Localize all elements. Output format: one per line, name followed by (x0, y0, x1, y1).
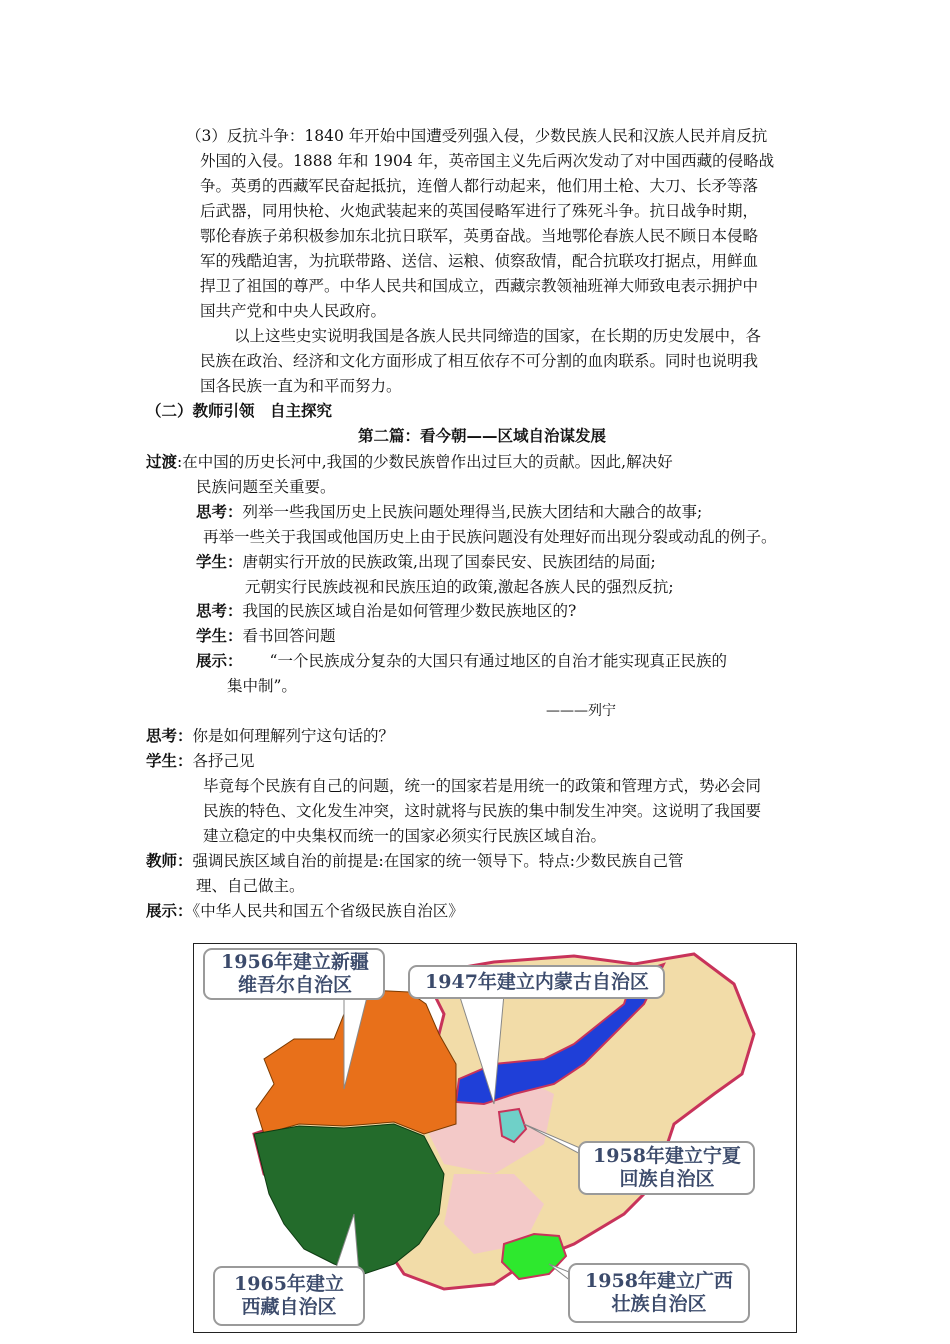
think1-line-1 (196, 501, 702, 523)
callout-guangxi-line2: 壮族自治区 (611, 1293, 707, 1315)
think3-label: 思考： (146, 727, 193, 745)
summary-line-3: 国各民族一直为和平而努力。 (200, 377, 402, 395)
student3-text: 各抒己见 (192, 752, 255, 770)
student3-label: 学生： (146, 752, 193, 770)
callout-neimenggu (412, 971, 662, 994)
student1-line-1 (196, 551, 656, 573)
student2-line (196, 625, 336, 647)
callout-guangxi-line1: 1958年建立广西 (585, 1270, 733, 1292)
think2-line (196, 600, 576, 622)
student1-label: 学生： (196, 553, 243, 571)
student1-line-2: 元朝实行民族歧视和民族压迫的政策,激起各族人民的强烈反抗; (245, 578, 674, 596)
student2-label: 学生： (196, 627, 243, 645)
callout-guangxi (574, 1270, 744, 1316)
show1-line-1 (196, 650, 727, 672)
transition-line-2: 民族问题至关重要。 (196, 478, 336, 496)
section3-line-2: 外国的入侵。1888 年和 1904 年，英帝国主义先后两次发动了对中国西藏的侵略战 (200, 152, 775, 170)
section3-line-3: 争。英勇的西藏军民奋起抵抗，连僧人都行动起来，他们用土枪、大刀、长矛等落 (200, 177, 759, 195)
section3-line-5: 鄂伦春族子弟积极参加东北抗日联军，英勇奋战。当地鄂伦春族人民不顾日本侵略 (200, 227, 759, 245)
transition-line-1 (146, 451, 673, 473)
show2-line (146, 900, 464, 922)
think3-line (146, 725, 394, 747)
think3-text: 你是如何理解列宁这句话的？ (192, 727, 395, 745)
chapter-title: 第二篇：看今朝——区域自治谋发展 (358, 427, 607, 445)
section3-line-8: 国共产党和中央人民政府。 (200, 302, 387, 320)
callout-xizang (218, 1273, 360, 1319)
show1-label: 展示： (196, 652, 243, 670)
think1-line-2: 再举一些关于我国或他国历史上由于民族问题没有处理好而出现分裂或动乱的例子。 (203, 528, 777, 546)
callout-xizang-line1: 1965年建立 (234, 1273, 344, 1295)
explain-line-2: 民族的特色、文化发生冲突，这时就将与民族的集中制发生冲突。这说明了我国要 (203, 802, 762, 820)
summary-line-1: 以上这些史实说明我国是各族人民共同缔造的国家，在长期的历史发展中，各 (234, 327, 762, 345)
think1-text: 列举一些我国历史上民族问题处理得当,民族大团结和大融合的故事; (242, 503, 703, 521)
callout-ningxia-line2: 回族自治区 (619, 1168, 715, 1190)
teacher-line-2: 理、自己做主。 (196, 877, 305, 895)
callout-xizang-line2: 西藏自治区 (241, 1296, 337, 1318)
section3-line-4: 后武器，同用快枪、火炮武装起来的英国侵略军进行了殊死斗争。抗日战争时期， (200, 202, 759, 220)
show2-label: 展示： (146, 902, 193, 920)
teacher-label: 教师： (146, 852, 193, 870)
callout-xinjiang-line2: 维吾尔自治区 (237, 974, 352, 996)
callout-neimenggu-line1: 1947年建立内蒙古自治区 (425, 971, 649, 993)
explain-line-3: 建立稳定的中央集权而统一的国家必须实行民族区域自治。 (203, 827, 607, 845)
think2-text: 我国的民族区域自治是如何管理少数民族地区的? (242, 602, 577, 620)
callout-xinjiang (210, 951, 380, 997)
quote-attribution: ———列宁 (546, 703, 616, 719)
think1-label: 思考： (196, 503, 243, 521)
student3-line (146, 750, 255, 772)
map-title: 《中华人民共和国五个省级民族自治区》 (192, 902, 464, 920)
transition-label: 过渡 (146, 453, 178, 471)
teacher-text: 强调民族区域自治的前提是:在国家的统一领导下。特点:少数民族自己管 (192, 852, 684, 870)
think2-label: 思考： (196, 602, 243, 620)
autonomous-regions-map (193, 943, 797, 1333)
student2-text: 看书回答问题 (242, 627, 336, 645)
show1-line-2: 集中制”。 (227, 677, 297, 695)
section3-line-6: 军的残酷迫害，为抗联带路、送信、运粮、侦察敌情，配合抗联攻打据点，用鲜血 (200, 252, 759, 270)
transition-text: :在中国的历史长河中,我国的少数民族曾作出过巨大的贡献。因此,解决好 (177, 453, 673, 471)
section-heading: （二）教师引领 自主探究 (146, 402, 333, 420)
section3-line-7: 捍卫了祖国的尊严。中华人民共和国成立，西藏宗教领袖班禅大师致电表示拥护中 (200, 277, 759, 295)
student1-text: 唐朝实行开放的民族政策,出现了国泰民安、民族团结的局面; (242, 553, 656, 571)
section3-line-1: （3）反抗斗争：1840 年开始中国遭受列强入侵，少数民族人民和汉族人民并肩反抗 (186, 127, 768, 145)
callout-xinjiang-line1: 1956年建立新疆 (221, 951, 369, 973)
callout-ningxia (584, 1145, 750, 1191)
teacher-line-1 (146, 850, 683, 872)
callout-ningxia-line1: 1958年建立宁夏 (593, 1145, 741, 1167)
summary-line-2: 民族在政治、经济和文化方面形成了相互依存不可分割的血肉联系。同时也说明我 (200, 352, 759, 370)
explain-line-1: 毕竟每个民族有自己的问题，统一的国家若是用统一的政策和管理方式，势必会同 (203, 777, 762, 795)
lenin-quote: “一个民族成分复杂的大国只有通过地区的自治才能实现真正民族的 (269, 652, 727, 670)
